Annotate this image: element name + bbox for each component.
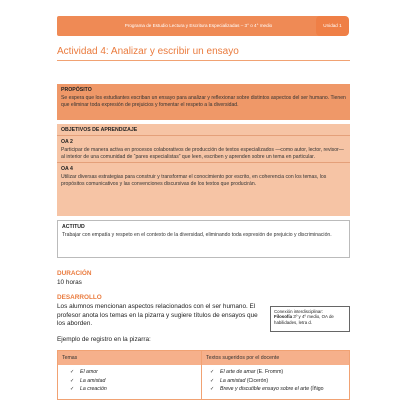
table-header-textos: Textos sugeridos por el docente <box>206 355 280 361</box>
title-underline <box>57 60 350 61</box>
board-example-table <box>57 350 350 400</box>
table-header <box>58 351 349 365</box>
note-line-3: habilidades, letra d. <box>274 319 313 325</box>
example-label: Ejemplo de registro en la pizarra: <box>57 336 151 343</box>
actitud-box <box>57 220 350 258</box>
note-level: 3º y 4º medio, OA de <box>292 314 334 320</box>
proposito-heading: PROPÓSITO <box>61 87 92 93</box>
column-divider <box>201 351 202 399</box>
table-header-temas: Temas <box>62 355 78 361</box>
desarrollo-heading: DESARROLLO <box>57 294 102 301</box>
list-item: ✓ El amor <box>70 369 98 375</box>
list-item: ✓ El arte de amar (E. Fromm) <box>210 369 284 375</box>
check-icon: ✓ <box>70 386 75 392</box>
note-subject: Filosofía <box>274 314 293 320</box>
desarrollo-line-3: los aborden. <box>57 320 93 327</box>
desarrollo-line-2: profesor anota los temas en la pizarra y sugiere títulos de ensayos que <box>57 311 258 319</box>
activity-title: Actividad 4: Analizar y escribir un ensayo <box>57 46 239 57</box>
oa2-code: OA 2 <box>61 139 73 145</box>
program-band: Programa de Estudio Lectura y Escritura Especializadas – 3° o 4° medio <box>57 16 340 36</box>
note-line-1: Conexión interdisciplinar: <box>274 309 324 314</box>
objetivos-box <box>57 124 350 216</box>
list-item: ✓ La amistad <box>70 377 106 384</box>
check-icon: ✓ <box>210 386 215 392</box>
oa4-code: OA 4 <box>61 166 73 172</box>
proposito-box <box>57 84 350 120</box>
duracion-value: 10 horas <box>57 279 82 286</box>
check-icon: ✓ <box>210 369 215 375</box>
list-item: ✓ La creación <box>70 386 107 392</box>
list-item: ✓ Breve y discutible ensayo sobre el arte (Íñigo <box>210 386 324 392</box>
temas-list <box>68 368 107 394</box>
proposito-text: Se espera que los estudiantes escriban un ensayo para analizar y reflexionar sobre distintos aspectos del ser humano. Tienen que eliminar toda expresión de prejuicios y fomentar el respeto a la diversidad. <box>61 95 346 108</box>
desarrollo-text <box>57 303 267 329</box>
list-item: ✓ La amistad (Cicerón) <box>210 377 269 384</box>
page-header <box>0 0 400 38</box>
divider <box>57 135 350 136</box>
divider <box>57 162 350 163</box>
actitud-heading: ACTITUD <box>62 224 85 230</box>
desarrollo-line-1: Los alumnos mencionan aspectos relacionados con el ser humano. El <box>57 303 256 310</box>
check-icon: ✓ <box>210 377 215 384</box>
duracion-heading: DURACIÓN <box>57 270 92 277</box>
interdisciplinary-note <box>270 306 350 332</box>
objetivos-heading: OBJETIVOS DE APRENDIZAJE <box>61 127 138 133</box>
textos-list <box>208 368 324 394</box>
oa4-text: Utilizar diversas estrategias para construir y transformar el conocimiento por escrito, en coherencia con los temas, los propósitos comunicativos y las convenciones discursivas de los textos que producirán. <box>61 174 327 187</box>
check-icon: ✓ <box>70 377 75 384</box>
oa2-text: Participar de manera activa en procesos colaborativos de producción de textos especializados —como autor, lector, revisor— al interior de una comunidad de “pares especialistas” que leen, escriben y aprenden sobre un tema en particular. <box>61 147 344 160</box>
check-icon: ✓ <box>70 369 75 375</box>
actitud-text: Trabajar con empatía y respeto en el contexto de la diversidad, eliminando toda expresión de prejuicio y discriminación. <box>62 232 332 238</box>
unit-tab: Unidad 1 <box>316 16 349 36</box>
